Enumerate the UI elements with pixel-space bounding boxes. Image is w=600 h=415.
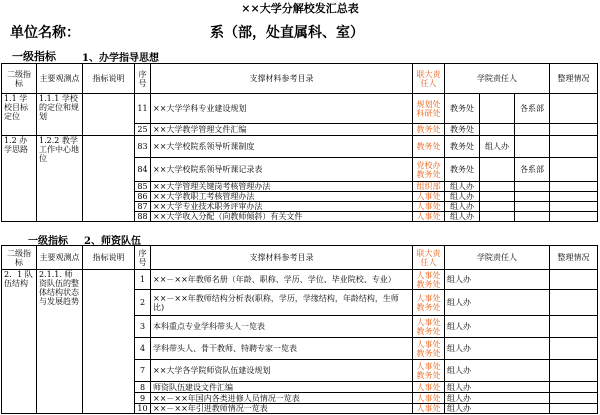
document-title: ××大学分解校发汇总表 (241, 2, 359, 15)
status-cell (550, 382, 598, 393)
header-level2: 二级指标 (2, 246, 37, 270)
status-cell (550, 360, 598, 382)
header-status: 整理情况 (550, 246, 598, 270)
liaison-cell: 人事处 教务处 (413, 316, 445, 338)
main-point-cell: 1.1.1 学校的定位和规划 (37, 94, 83, 136)
school-cell: 组人办 (480, 136, 515, 158)
material-cell: ××大学学科专业建设规划 (151, 94, 413, 124)
liaison-cell: 人事处 教务处 (413, 270, 445, 290)
seq-cell: 1 (135, 270, 151, 290)
material-cell: ××大学校院系领导听课制度 (151, 136, 413, 158)
material-cell: ××－××年引进教师情况一览表 (151, 404, 413, 414)
liaison-cell: 规划处 科研处 (413, 94, 445, 124)
school-cell (480, 212, 515, 222)
section-1-name: 1、办学指导思想 (82, 53, 159, 64)
school-cell (480, 202, 515, 212)
liaison-cell: 人事处 (413, 192, 445, 202)
status-cell (550, 182, 598, 192)
status-cell (550, 290, 598, 316)
dept-label: 系（部，处直属科、室） (210, 25, 364, 41)
school-cell (515, 124, 550, 136)
indicator-desc-cell (83, 270, 135, 414)
school-cell: 组人办 (445, 202, 480, 212)
section-2-level-label: 一级指标 (28, 236, 68, 247)
material-cell: ××大学校院系领导听课记录表 (151, 158, 413, 182)
status-cell (550, 393, 598, 404)
seq-cell: 3 (135, 316, 151, 338)
header-seq: 序号 (135, 64, 151, 94)
table-1-header-row (2, 64, 598, 94)
school-cell: 组人办 (445, 360, 550, 382)
section-2-name: 2、师资队伍 (84, 236, 141, 247)
header-materials: 支撑材料参考目录 (151, 246, 413, 270)
school-cell (515, 182, 550, 192)
status-cell (550, 124, 598, 136)
status-cell (550, 192, 598, 202)
school-cell (515, 136, 550, 158)
liaison-cell: 人事处 (413, 404, 445, 414)
material-cell: ××－××年教师名册（年龄、职称、学历、学位、毕业院校、专业） (151, 270, 413, 290)
liaison-cell: 人事处 (413, 202, 445, 212)
header-seq: 序号 (135, 246, 151, 270)
material-cell: ××大学教职工考核管理办法 (151, 192, 413, 202)
header-indicator-desc: 指标说明 (83, 64, 135, 94)
liaison-cell: 教务处 (413, 124, 445, 136)
school-cell: 组人办 (445, 404, 550, 414)
material-cell: ××大学教学管理文件汇编 (151, 124, 413, 136)
school-cell: 组人办 (445, 270, 550, 290)
seq-cell: 85 (135, 182, 151, 192)
unit-label: 单位名称： (10, 25, 80, 41)
seq-cell: 84 (135, 158, 151, 182)
status-cell (550, 404, 598, 414)
school-cell (480, 182, 515, 192)
school-cell: 组人办 (445, 316, 550, 338)
material-cell: 学科带头人、骨干教师、特聘专家一览表 (151, 338, 413, 360)
school-cell: 教务处 (445, 136, 480, 158)
school-cell: 组人办 (445, 338, 550, 360)
school-cell: 教务处 (445, 158, 480, 182)
section-1-heading (0, 48, 600, 62)
header-materials: 支撑材料参考目录 (151, 64, 413, 94)
liaison-cell: 人事处 (413, 212, 445, 222)
status-cell (550, 316, 598, 338)
material-cell: ××－××年国内各类进修人员情况一览表 (151, 393, 413, 404)
liaison-cell: 人事处 (413, 393, 445, 404)
header-school-resp: 学院责任人 (445, 246, 550, 270)
seq-cell: 86 (135, 192, 151, 202)
seq-cell: 4 (135, 338, 151, 360)
level2-cell: 2．1 队伍结构 (2, 270, 37, 414)
liaison-cell: 教务处 (413, 136, 445, 158)
liaison-cell: 人事处 教务处 (413, 360, 445, 382)
material-cell: 师资队伍建设文件汇编 (151, 382, 413, 393)
seq-cell: 8 (135, 382, 151, 393)
seq-cell: 9 (135, 393, 151, 404)
school-cell (515, 192, 550, 202)
material-cell: ××大学收入分配（向教师倾斜）有关文件 (151, 212, 413, 222)
section-1-level-label: 一级指标 (12, 50, 56, 63)
section-2-heading (0, 232, 600, 245)
level2-cell: 1.1 学校目标定位 (2, 94, 37, 136)
table-2-header-row (2, 246, 598, 270)
liaison-cell: 组织部 (413, 182, 445, 192)
status-cell (550, 136, 598, 158)
school-cell: 教务处 (445, 124, 480, 136)
school-cell: 各系部 (515, 158, 550, 182)
level2-cell: 1.2 办学思路 (2, 136, 37, 222)
liaison-cell: 人事处 教务处 (413, 290, 445, 316)
main-point-cell: 1.2.2 教学工作中心地位 (37, 136, 83, 222)
status-cell (550, 158, 598, 182)
seq-cell: 88 (135, 212, 151, 222)
main-point-cell: 2.1.1. 师资队伍的整体结构状态与发展趋势 (37, 270, 83, 414)
status-cell (550, 202, 598, 212)
seq-cell: 87 (135, 202, 151, 212)
header-level2: 二级指标 (2, 64, 37, 94)
seq-cell: 7 (135, 360, 151, 382)
status-cell (550, 212, 598, 222)
liaison-cell: 人事处 (413, 382, 445, 393)
school-cell: 组人办 (445, 393, 550, 404)
header-main-points: 主要观测点 (37, 246, 83, 270)
seq-cell: 83 (135, 136, 151, 158)
seq-cell: 10 (135, 404, 151, 414)
material-cell: ××大学管理关键岗考核管理办法 (151, 182, 413, 192)
school-cell: 组人办 (445, 212, 480, 222)
school-cell: 各系部 (515, 94, 550, 124)
table-row (2, 94, 598, 124)
material-cell: 本科重点专业学科带头人一览表 (151, 316, 413, 338)
material-cell: ××大学专业技术职务评审办法 (151, 202, 413, 212)
status-cell (550, 338, 598, 360)
table-section-2 (1, 245, 598, 414)
school-cell (480, 158, 515, 182)
status-cell (550, 270, 598, 290)
indicator-desc-cell (83, 94, 135, 136)
header-main-points: 主要观测点 (37, 64, 83, 94)
header-status: 整理情况 (550, 64, 598, 94)
school-cell: 组人办 (445, 192, 480, 202)
header-indicator-desc: 指标说明 (83, 246, 135, 270)
seq-cell: 11 (135, 94, 151, 124)
material-cell: ××大学各学院师资队伍建设规划 (151, 360, 413, 382)
table-row (2, 270, 598, 290)
liaison-cell: 党校办 教务处 (413, 158, 445, 182)
school-cell (480, 94, 515, 124)
indicator-desc-cell (83, 136, 135, 222)
liaison-cell: 人事处 教务处 (413, 338, 445, 360)
school-cell (480, 192, 515, 202)
header-liaison: 联大责任人 (413, 64, 445, 94)
table-section-1 (1, 63, 598, 222)
school-cell: 组人办 (445, 290, 550, 316)
seq-cell: 2 (135, 290, 151, 316)
header-liaison: 联大责任人 (413, 246, 445, 270)
school-cell: 教务处 (445, 94, 480, 124)
material-cell: ××－××年教师结构分析表(职称，学历，学缘结构，年龄结构，生师比) (151, 290, 413, 316)
table-row (2, 136, 598, 158)
school-cell: 组人办 (445, 382, 550, 393)
school-cell (480, 124, 515, 136)
school-cell (515, 202, 550, 212)
seq-cell: 25 (135, 124, 151, 136)
school-cell: 组人办 (445, 182, 480, 192)
school-cell (515, 212, 550, 222)
status-cell (550, 94, 598, 124)
header-school-resp: 学院责任人 (445, 64, 550, 94)
